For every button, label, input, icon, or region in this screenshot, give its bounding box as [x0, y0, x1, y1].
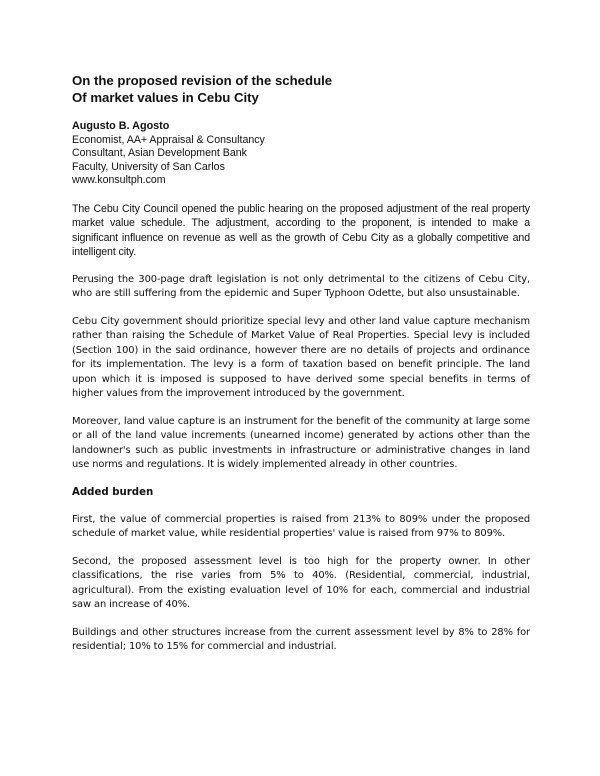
author-block	[72, 120, 530, 188]
paragraph: Buildings and other structures increase from the current assessment level by 8% to 28% for residential; 10% to 15% for commercial and industrial.	[72, 626, 530, 653]
author-website: www.konsultph.com	[72, 174, 166, 187]
paragraph: First, the value of commercial properties is raised from 213% to 809% under the proposed schedule of market value, while residential properties' value is raised from 97% to 809%.	[72, 513, 530, 540]
section-heading: Added burden	[72, 486, 154, 498]
paragraph: Moreover, land value capture is an instrument for the benefit of the community at large some or all of the land value increments (unearned income) generated by actions other than the landowner's such as public investments in infrastructure or administrative changes in land use norms and regulations. It is widely implemented already in other countries.	[72, 415, 530, 471]
paragraph: Perusing the 300-page draft legislation is not only detrimental to the citizens of Cebu City, who are still suffering from the epidemic and Super Typhoon Odette, but also unsustainable.	[72, 273, 530, 300]
author-affiliation: Faculty, University of San Carlos	[72, 160, 225, 173]
paragraph: The Cebu City Council opened the public hearing on the proposed adjustment of the real property market value schedule. The adjustment, according to the proponent, is intended to make a significant influence on revenue as well as the growth of Cebu City as a globally competitive and intelligent city.	[72, 202, 530, 259]
author-affiliation: Consultant, Asian Development Bank	[72, 147, 247, 160]
article-body	[72, 72, 530, 655]
paragraph: Second, the proposed assessment level is too high for the property owner. In other classifications, the rise varies from 5% to 40%. (Residential, commercial, industrial, agricultural). From the existing evaluation level of 10% for each, commercial and industrial saw an increase of 40%.	[72, 555, 530, 611]
article-title	[72, 72, 530, 106]
title-line-1: On the proposed revision of the schedule	[72, 73, 333, 88]
paragraph: Cebu City government should prioritize special levy and other land value capture mechanism rather than raising the Schedule of Market Value of Real Properties. Special levy is included (Section 100) in the said ordinance, however there are no details of projects and ordinance for its implementation. The levy is a form of taxation based on benefit principle. The land upon which it is imposed is supposed to have derived some special benefits in terms of higher values from the improvement introduced by the government.	[72, 315, 530, 400]
title-line-2: Of market values in Cebu City	[72, 90, 259, 105]
author-name: Augusto B. Agosto	[72, 120, 170, 132]
author-affiliation: Economist, AA+ Appraisal & Consultancy	[72, 133, 265, 146]
